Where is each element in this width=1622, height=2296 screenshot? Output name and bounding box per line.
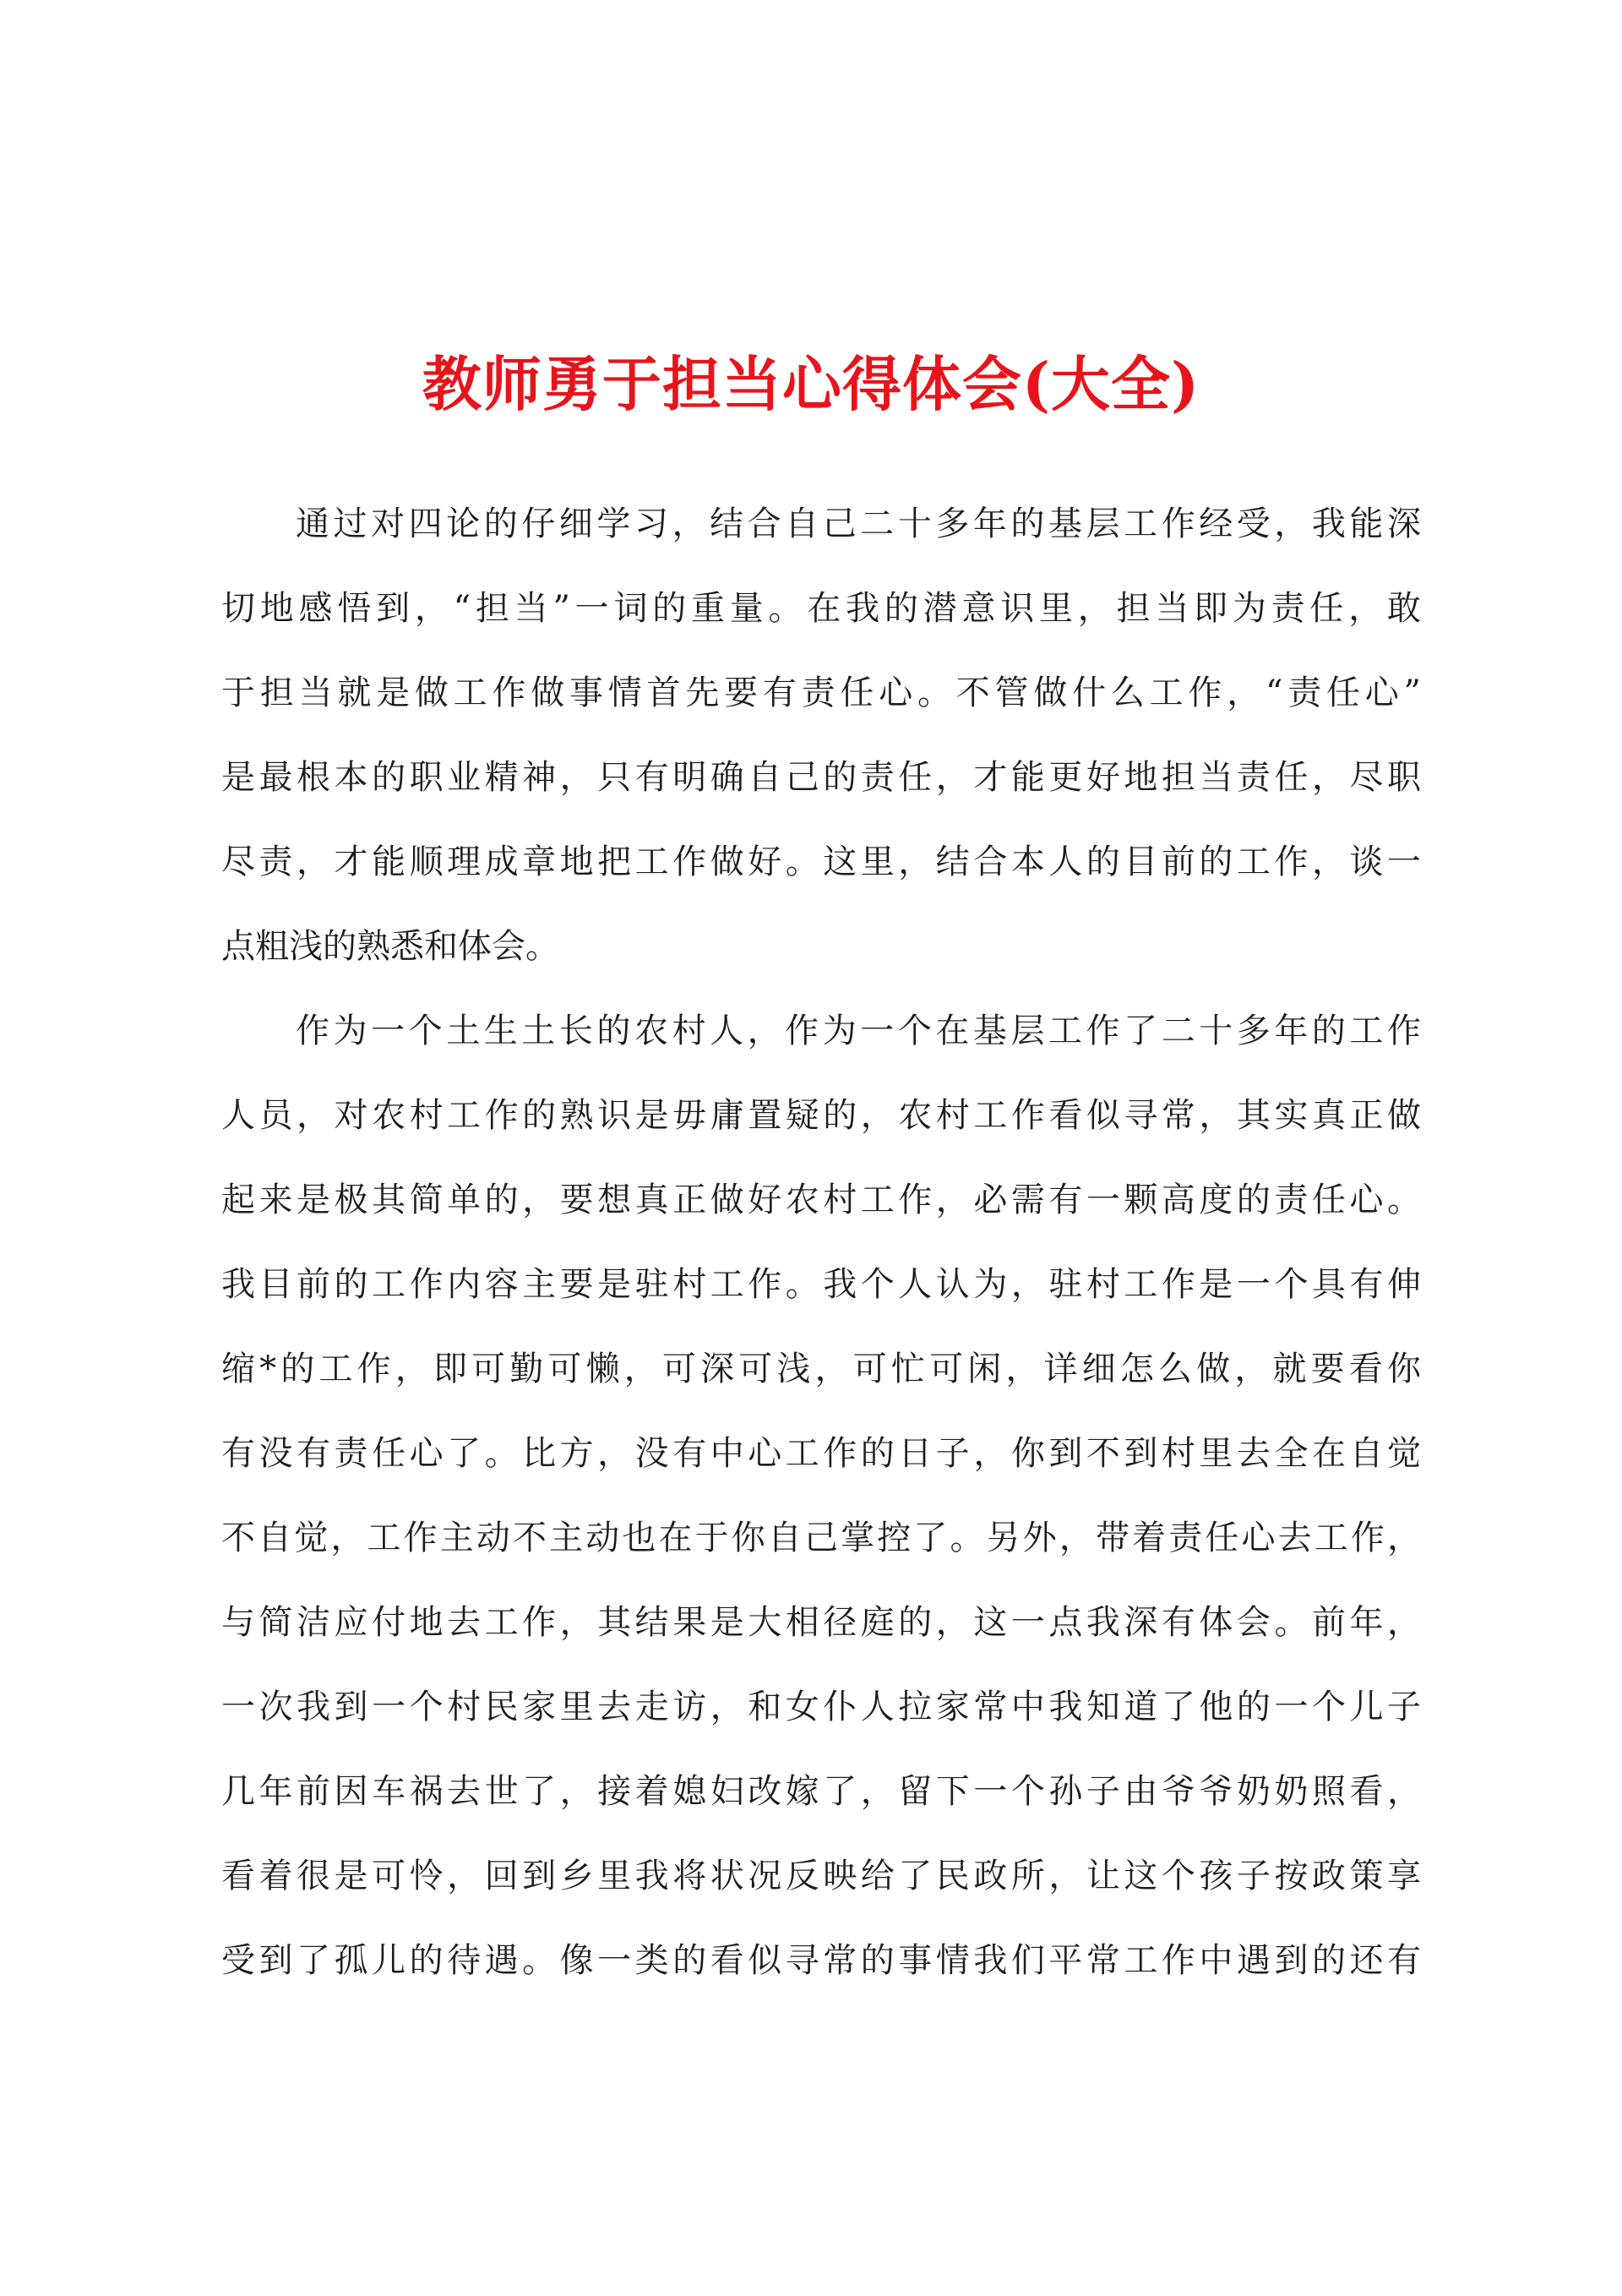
text-line: 受到了孤儿的待遇。像一类的看似寻常的事情我们平常工作中遇到的还有: [221, 1941, 1421, 1980]
document-title: 教师勇于担当心得体会(大全): [422, 349, 1200, 419]
text-line: 人员，对农村工作的熟识是毋庸置疑的，农村工作看似寻常，其实真正做: [221, 1096, 1421, 1135]
text-line: 于担当就是做工作做事情首先要有责任心。不管做什么工作，“责任心”: [221, 674, 1421, 712]
text-line: 看着很是可怜，回到乡里我将状况反映给了民政所，让这个孩子按政策享: [221, 1857, 1421, 1895]
text-line: 起来是极其简单的，要想真正做好农村工作，必需有一颗高度的责任心。: [221, 1181, 1421, 1219]
text-line: 通过对四论的仔细学习，结合自己二十多年的基层工作经受，我能深: [296, 504, 1421, 543]
text-line: 我目前的工作内容主要是驻村工作。我个人认为，驻村工作是一个具有伸: [221, 1265, 1421, 1304]
paragraph-2: [221, 989, 1421, 2003]
text-line: 不自觉，工作主动不主动也在于你自己掌控了。另外，带着责任心去工作，: [221, 1519, 1421, 1557]
paragraph-1: [221, 482, 1421, 989]
text-line: 点粗浅的熟悉和体会。: [221, 927, 559, 966]
text-line: 尽责，才能顺理成章地把工作做好。这里，结合本人的目前的工作，谈一: [221, 843, 1421, 881]
text-line: 与简洁应付地去工作，其结果是大相径庭的，这一点我深有体会。前年，: [221, 1603, 1421, 1642]
text-line: 切地感悟到，“担当”一词的重量。在我的潜意识里，担当即为责任，敢: [221, 589, 1421, 628]
text-line: 一次我到一个村民家里去走访，和女仆人拉家常中我知道了他的一个儿子: [221, 1688, 1421, 1726]
text-line: 作为一个土生土长的农村人，作为一个在基层工作了二十多年的工作: [296, 1012, 1421, 1050]
text-line: 缩*的工作，即可勤可懒，可深可浅，可忙可闲，详细怎么做，就要看你: [221, 1350, 1421, 1388]
text-line: 几年前因车祸去世了，接着媳妇改嫁了，留下一个孙子由爷爷奶奶照看，: [221, 1772, 1421, 1811]
text-line: 有没有责任心了。比方，没有中心工作的日子，你到不到村里去全在自觉: [221, 1434, 1421, 1473]
document-body: [221, 482, 1421, 2003]
text-line: 是最根本的职业精神，只有明确自己的责任，才能更好地担当责任，尽职: [221, 758, 1421, 797]
